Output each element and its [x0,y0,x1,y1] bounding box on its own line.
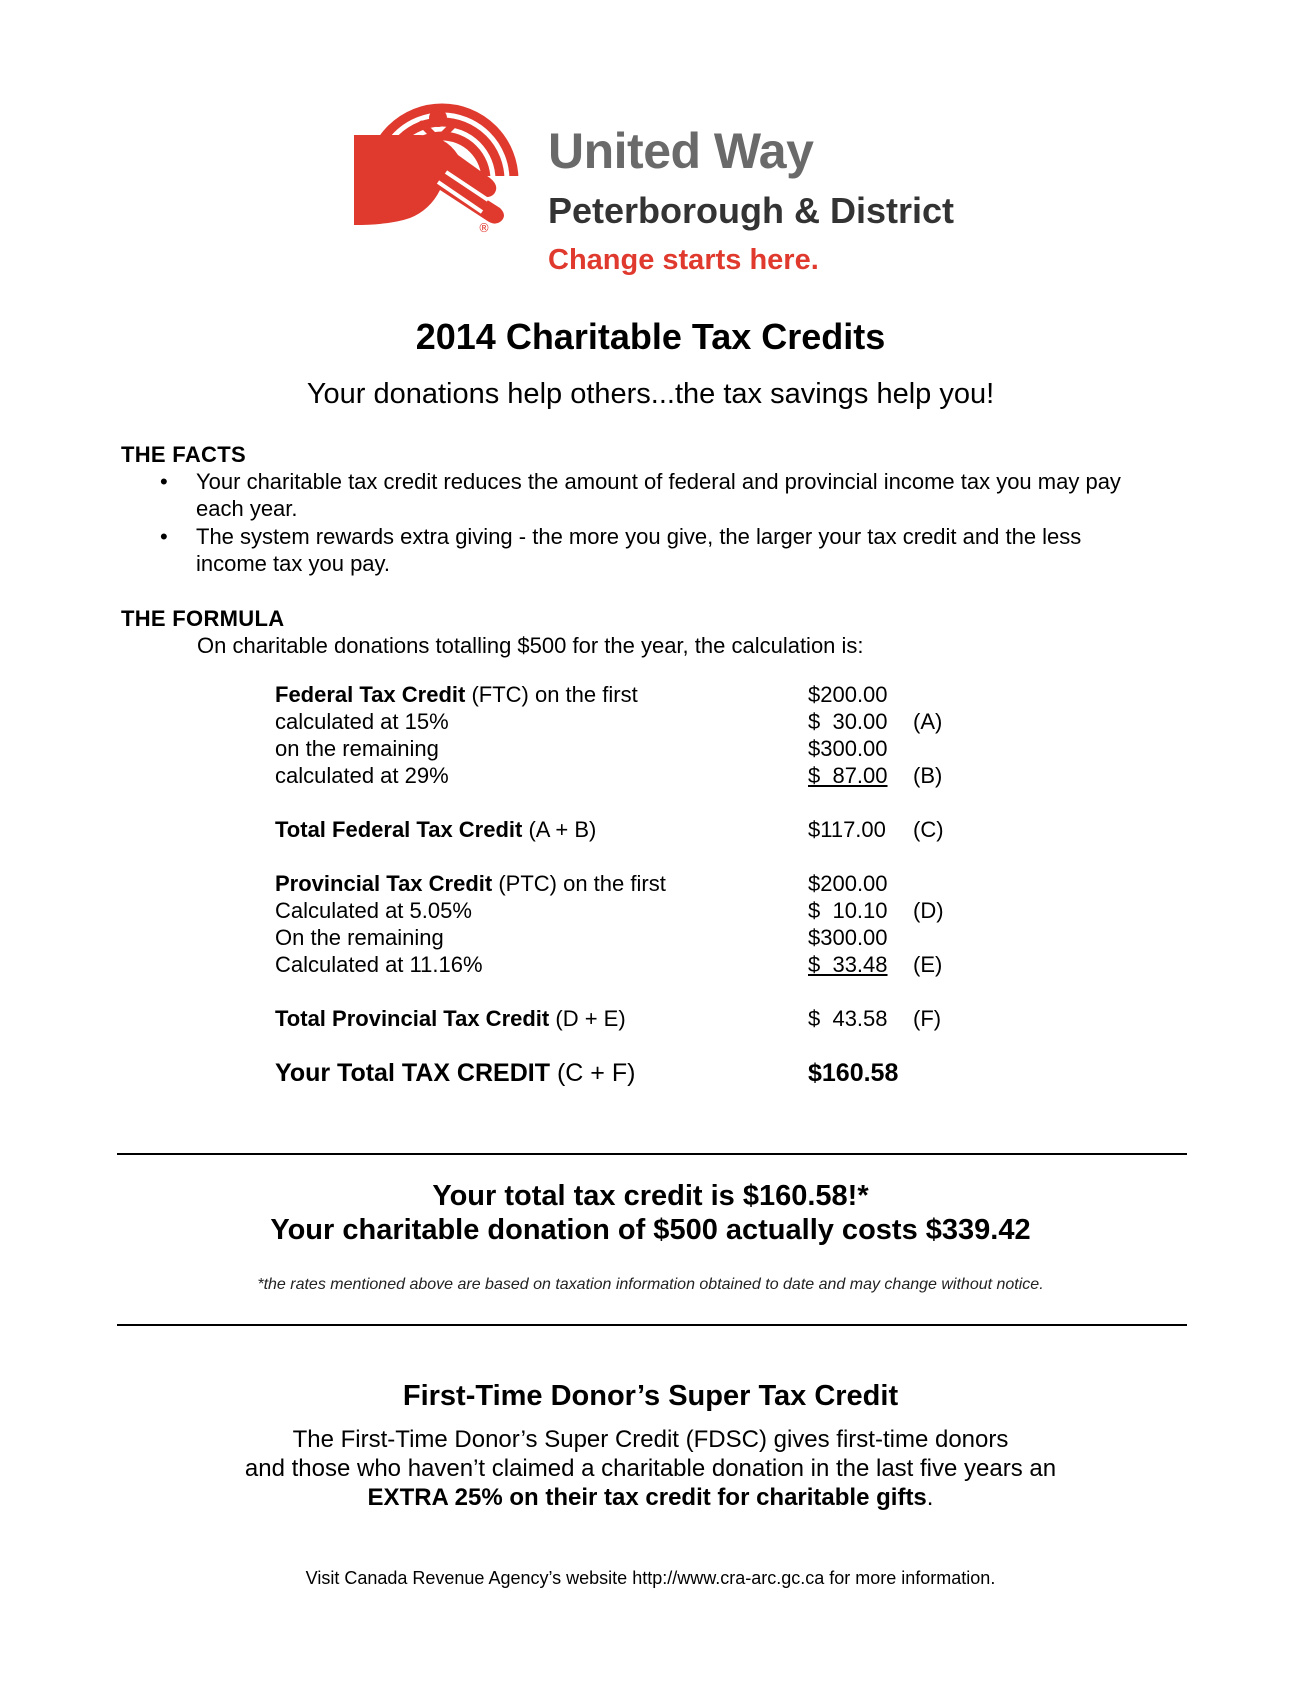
federal-label: Federal Tax Credit [275,682,466,707]
federal-rate1-amount: $ 30.00 [808,709,888,734]
provincial-rate2-amount: $ 33.48 [808,952,888,977]
united-way-hand-rainbow-icon [350,60,525,235]
federal-rate2-row [0,763,1301,790]
grand-total-row [0,1059,1301,1086]
federal-rate1-tag: (A) [913,709,943,734]
united-way-logo [350,58,970,288]
federal-remaining-row [0,736,1301,763]
provincial-rate1-tag: (D) [913,898,944,923]
provincial-total-amount: $ 43.58 [808,1006,888,1031]
fdsc-text-line [0,1484,1301,1512]
logo-region: Peterborough & District [548,190,955,231]
provincial-label: Provincial Tax Credit [275,871,493,896]
formula-intro: On charitable donations totalling $500 for the year, the calculation is: [197,633,864,658]
grand-total-amount: $160.58 [808,1059,899,1087]
fact-text: Your charitable tax credit reduces the amount of federal and provincial income tax you may pay each year. [196,469,1121,521]
fact-item [160,523,1150,577]
divider [117,1324,1187,1326]
provincial-rate2-tag: (E) [913,952,943,977]
federal-remaining-label: on the remaining [275,736,439,761]
divider [117,1153,1187,1155]
federal-rate1-row [0,709,1301,736]
cra-website-note: Visit Canada Revenue Agency’s website http://www.cra-arc.gc.ca for more information. [305,1568,996,1588]
disclaimer: *the rates mentioned above are based on taxation information obtained to date and may change without notice. [257,1276,1044,1293]
provincial-total-label-rest: (D + E) [549,1006,626,1031]
bullet-icon: • [160,524,168,549]
fdsc-text-line: and those who haven’t claimed a charitable donation in the last five years an [244,1455,1057,1482]
provincial-rate1-row [0,898,1301,925]
provincial-remaining-row [0,925,1301,952]
federal-total-amount: $117.00 [808,817,886,842]
facts-heading: THE FACTS [121,442,246,467]
provincial-remaining-label: On the remaining [275,925,444,950]
registered-mark: ® [478,221,490,235]
total-credit-statement: Your total tax credit is $160.58!* [432,1180,869,1212]
fdsc-emphasis: EXTRA 25% on their tax credit for charitable gifts [367,1484,927,1511]
grand-total-label: Your Total TAX CREDIT [275,1059,550,1087]
federal-rate2-tag: (B) [913,763,943,788]
federal-first-amount: $200.00 [808,682,888,707]
net-cost-statement: Your charitable donation of $500 actually costs $339.42 [270,1214,1031,1246]
fdsc-text-line: The First-Time Donor’s Super Credit (FDSC) gives first-time donors [292,1426,1009,1453]
grand-total-label-rest: (C + F) [550,1059,636,1087]
facts-list [160,468,1150,577]
logo-name: United Way [548,123,814,179]
fdsc-title: First-Time Donor’s Super Tax Credit [402,1380,899,1412]
federal-total-row [0,817,1301,844]
provincial-rate1-amount: $ 10.10 [808,898,888,923]
federal-rate2-label: calculated at 29% [275,763,449,788]
provincial-first-row [0,871,1301,898]
provincial-rate2-label: Calculated at 11.16% [275,952,483,977]
fact-text: The system rewards extra giving - the more you give, the larger your tax credit and the less income tax you pay. [196,524,1082,576]
provincial-total-label: Total Provincial Tax Credit [275,1006,550,1031]
federal-label-rest: (FTC) on the first [465,682,638,707]
federal-first-row [0,682,1301,709]
logo-tagline: Change starts here. [548,244,819,276]
federal-remaining-amount: $300.00 [808,736,888,761]
provincial-rate1-label: Calculated at 5.05% [275,898,472,923]
provincial-total-tag: (F) [913,1006,942,1031]
federal-rate2-amount: $ 87.00 [808,763,888,788]
federal-total-label-rest: (A + B) [522,817,597,842]
page-title: 2014 Charitable Tax Credits [415,316,886,357]
page-subtitle: Your donations help others...the tax savings help you! [306,378,995,410]
bullet-icon: • [160,469,168,494]
federal-total-tag: (C) [913,817,944,842]
formula-heading: THE FORMULA [121,606,285,631]
federal-rate1-label: calculated at 15% [275,709,449,734]
provincial-label-rest: (PTC) on the first [492,871,666,896]
provincial-remaining-amount: $300.00 [808,925,888,950]
provincial-first-amount: $200.00 [808,871,888,896]
fact-item [160,468,1150,522]
provincial-total-row [0,1006,1301,1033]
fdsc-period: . [926,1484,934,1511]
federal-total-label: Total Federal Tax Credit [275,817,523,842]
provincial-rate2-row [0,952,1301,979]
